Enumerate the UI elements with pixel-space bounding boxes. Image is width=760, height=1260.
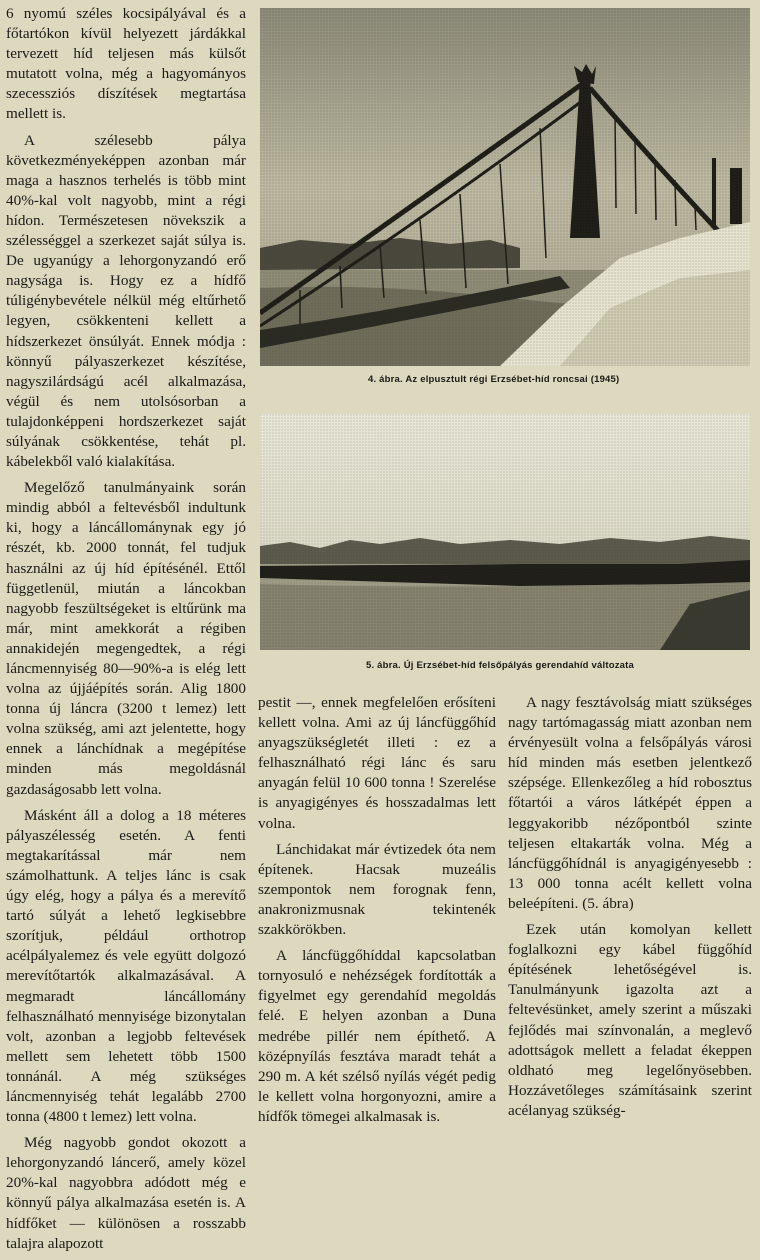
paragraph: Lánchidakat már évtizedek óta nem építenek. Hacsak muzeális szempontok nem forognak fenn, anakronizmusnak tekintenék szakkörökben. [258, 840, 496, 939]
paragraph: Még nagyobb gondot okozott a lehorgonyzandó láncerő, amely közel 20%-kal nagyobbra adódott még e könnyű pálya alkalmazása esetén is. A hídfőket — különösen a rosszabb talajra alapozott [6, 1134, 246, 1252]
text-column-left [6, 4, 246, 1260]
paragraph: 6 nyomú széles kocsipályával és a főtartókon kívül helyezett járdákkal tervezett híd teljesen más külsőt mutatott volna, még a hagyományos szecessziós díszítések megtartása mellett is. [6, 5, 246, 123]
paragraph: A nagy fesztávolság miatt szükséges nagy tartómagasság miatt azonban nem érvényesült volna a felsőpályás városi híd minden más esetben jelentkező szépsége. Ellenkezőleg a híd robosztus főtartói a város látképét éppen a leggyakoribb nézőpontból szinte teljesen eltakarták volna. Még a láncfüggőhídnál is anyagigényesebb : 13 000 tonna acélt kellett volna beleépíteni. (5. ábra) [508, 694, 752, 912]
figure-4-photo [260, 8, 750, 366]
paragraph: Ezek után komolyan kellett foglalkozni egy kábel függőhíd építésének lehetőségével is. Tanulmányunk igazolta azt a feltevésünket, amely szerint a műszaki fejlődés mai színvonalán, a meglevő adottságok mellett a feladat ékeppen oldható meg legelőnyösebben. Hozzávetőleges számításaink szerint acélanyag szükség- [508, 921, 752, 1119]
paragraph: A láncfüggőhíddal kapcsolatban tornyosuló e nehézségek fordították a figyelmet egy gerendahíd megoldás felé. E helyen azonban a Duna medrébe pillér nem építhető. A középnyílás fesztáva maradt tehát a 290 m. A két szélső nyílás végét pedig le kellett volna horgonyozni, amire a hídfők tömegei alkalmasak is. [258, 947, 496, 1125]
paragraph: pestit —, ennek megfelelően erősíteni kellett volna. Ami az új láncfüggőhíd anyagszükségletét illeti : ez a felhasználható régi lánc és saru anyagán felül 10 600 tonna ! Szerelése is anyagigényes és hosszadalmas lett volna. [258, 694, 496, 832]
paragraph: Másként áll a dolog a 18 méteres pályaszélesség esetén. A fenti megtakarítással már nem számolhattunk. A teljes lánc is csak úgy elég, hogy a pálya és a merevítő tartó súlyát a lehető legkisebbre szorítjuk, például orthotrop acélpályalemez és vele együtt dolgozó merevítőtartók alkalmazásával. A megmaradt láncállomány felhasználható mennyisége bizonytalan volt, azonban a legjobb feltevések mellett sem lehetett több 1500 tonnánál. A még szükséges láncmennyiség tehát legalább 2700 tonna (4800 t lemez) lett volna. [6, 806, 246, 1126]
figure-4-caption: 4. ábra. Az elpusztult régi Erzsébet-híd roncsai (1945) [368, 374, 620, 385]
paragraph: A szélesebb pálya következményeképpen azonban már maga a hasznos terhelés is több mint 40%-kal volt nagyobb, mint a régi hídon. Természetesen növekszik a szélességgel a szerkezet saját súlya is. De ugyanúgy a lehorgonyzandó erő nagysága is. Hogy ez a hídfő túligénybevétele nélkül még eltűrhető legyen, csökkenteni kellett a hídszerkezet önsúlyát. Ennek módja : könnyű pályaszerkezet készítése, nagyszilárdságú acél alkalmazása, végül és nem utolsósorban a tulajdonképpeni hordszerkezet saját súlyának csökkentése, tehát pl. kábelekből való kialakítása. [6, 131, 246, 471]
figure-5-caption: 5. ábra. Új Erzsébet-híd felsőpályás gerendahíd változata [366, 660, 634, 671]
text-column-right [508, 693, 752, 1127]
figure-5-photo [260, 414, 750, 650]
text-column-middle [258, 693, 496, 1133]
paragraph: Megelőző tanulmányaink során mindig abból a feltevésből indultunk ki, hogy a láncállománynak egy jó részét, kb. 2000 tonnát, fel tudjuk használni az új híd építésénél. Ettől függetlenül, miután a láncokban nagyobb feszültségeket is eltűrünk ma már, mint amekkorát a régiben annakidején megengedtek, a régi láncmennyiség 80—90%-a is elég lett volna az újjáépítés során. Alig 1800 tonna új láncra (3200 t lemez) lett volna szükség, ami azt jelentette, hogy ennek a lánchídnak a megépítése minden más megoldásnál gazdaságosabb lett volna. [6, 479, 246, 798]
girder-bridge-illustration [260, 414, 750, 650]
ruined-bridge-illustration [260, 8, 750, 366]
